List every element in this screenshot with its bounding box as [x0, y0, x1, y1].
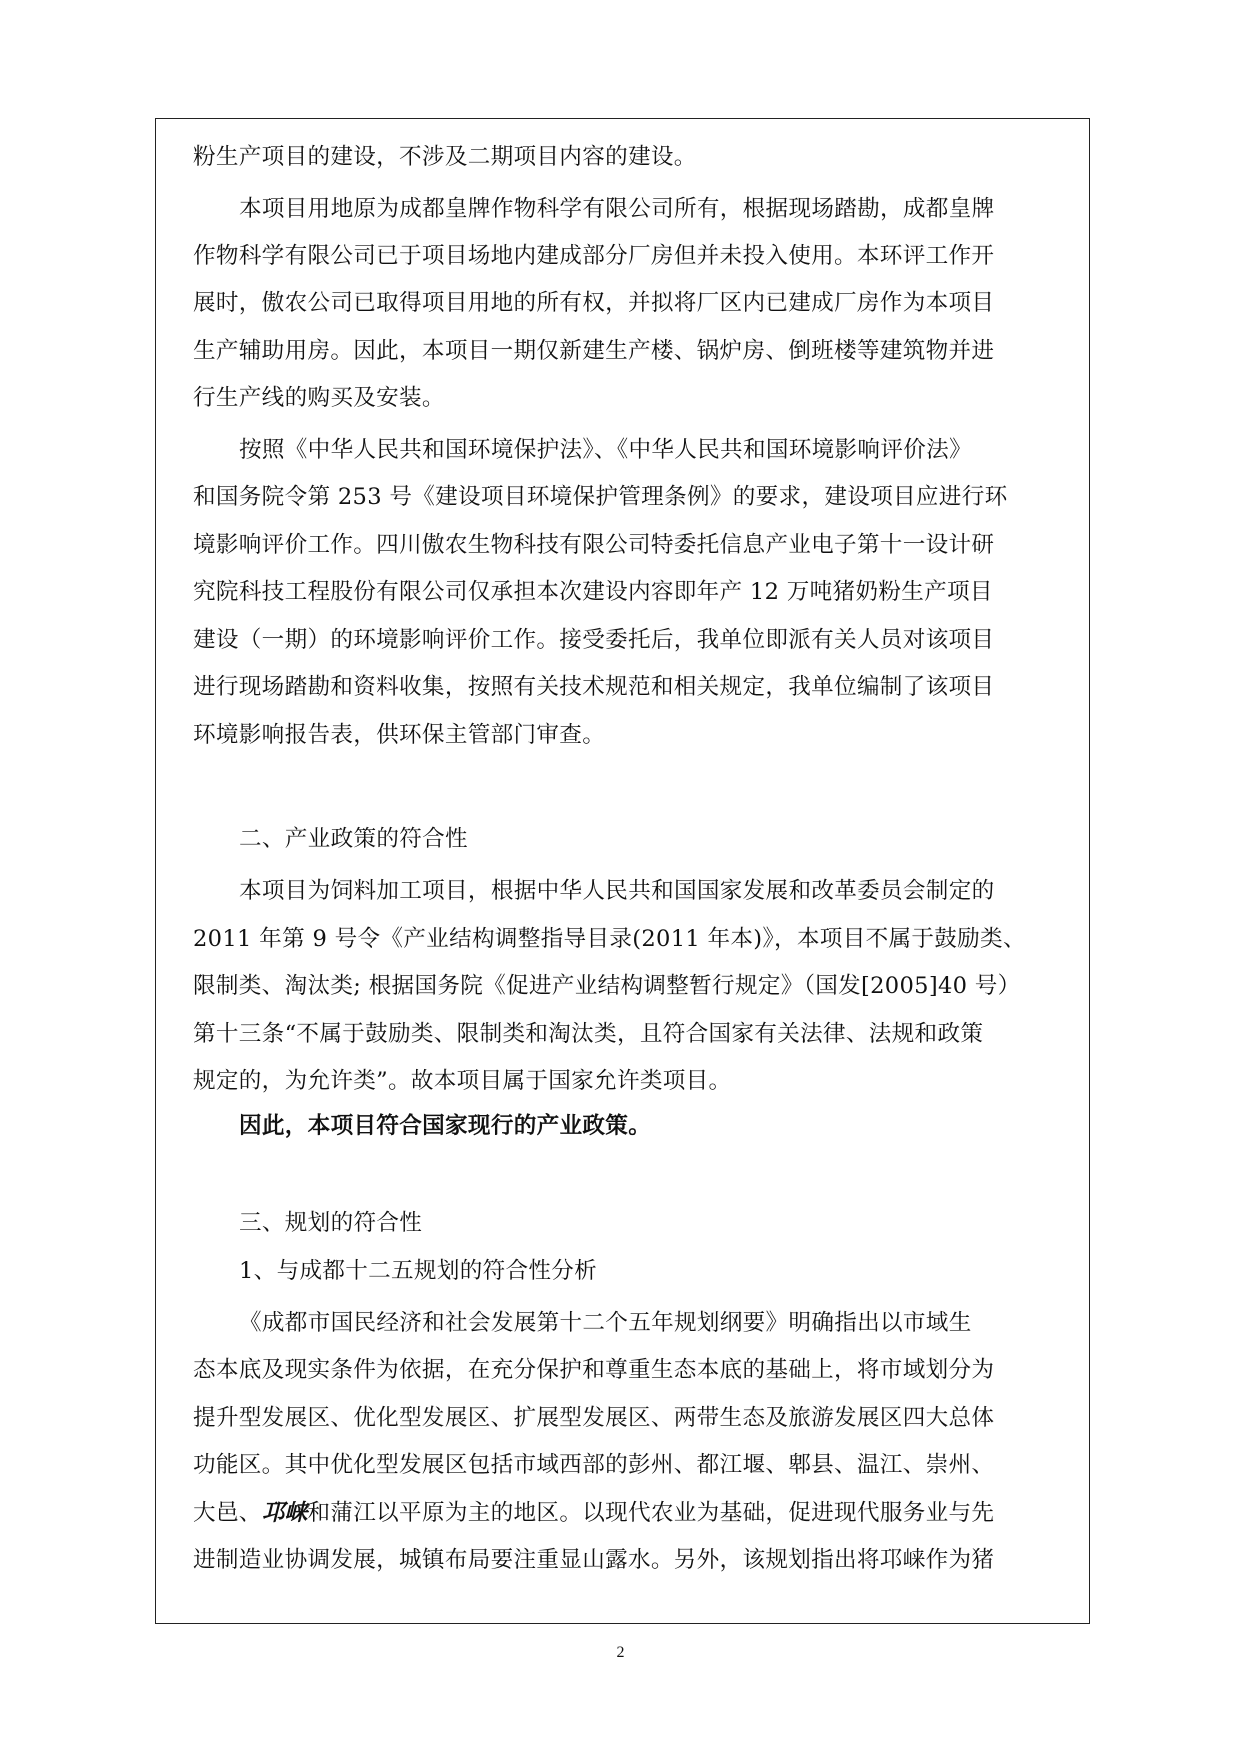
paragraph-line: 生产辅助用房。因此，本项目一期仅新建生产楼、锅炉房、倒班楼等建筑物并进 [193, 338, 995, 364]
paragraph-line: 展时，傲农公司已取得项目用地的所有权，并拟将厂区内已建成厂房作为本项目 [193, 290, 995, 316]
paragraph-line: 行生产线的购买及安装。 [193, 385, 445, 411]
paragraph-line: 境影响评价工作。四川傲农生物科技有限公司特委托信息产业电子第十一设计研 [193, 532, 995, 558]
paragraph-line: 态本底及现实条件为依据，在充分保护和尊重生态本底的基础上，将市域划分为 [193, 1357, 995, 1383]
paragraph-line: 限制类、淘汰类; 根据国务院《促进产业结构调整暂行规定》（国发[2005]40 号） [193, 973, 1021, 999]
text-run: 和蒲江以平原为主的地区。以现代农业为基础，促进现代服务业与先 [307, 1500, 995, 1526]
paragraph-line: 提升型发展区、优化型发展区、扩展型发展区、两带生态及旅游发展区四大总体 [193, 1405, 995, 1431]
paragraph-line: 进行现场踏勘和资料收集，按照有关技术规范和相关规定，我单位编制了该项目 [193, 674, 995, 700]
paragraph-line: 建设（一期）的环境影响评价工作。接受委托后，我单位即派有关人员对该项目 [193, 627, 995, 653]
paragraph-line: 第十三条“不属于鼓励类、限制类和淘汰类，且符合国家有关法律、法规和政策 [193, 1021, 984, 1047]
paragraph-line: 2011 年第 9 号令《产业结构调整指导目录(2011 年本)》，本项目不属于鼓励类、 [193, 926, 1026, 952]
paragraph-line: 《成都市国民经济和社会发展第十二个五年规划纲要》明确指出以市域生 [239, 1310, 972, 1336]
paragraph-line: 进制造业协调发展，城镇布局要注重显山露水。另外，该规划指出将邛崃作为猪 [193, 1547, 995, 1573]
page-number: 2 [616, 1644, 625, 1661]
paragraph-line: 功能区。其中优化型发展区包括市域西部的彭州、都江堰、郫县、温江、崇州、 [193, 1452, 995, 1478]
conclusion-line: 因此，本项目符合国家现行的产业政策。 [239, 1113, 652, 1139]
emphasis-text: 邛崃 [261, 1500, 308, 1526]
subsection-heading: 1、与成都十二五规划的符合性分析 [239, 1258, 598, 1284]
paragraph-line: 规定的，为允许类”。故本项目属于国家允许类项目。 [193, 1068, 732, 1094]
section-heading: 二、产业政策的符合性 [239, 826, 468, 852]
paragraph-line: 本项目用地原为成都皇牌作物科学有限公司所有，根据现场踏勘，成都皇牌 [239, 196, 995, 222]
paragraph-line: 作物科学有限公司已于项目场地内建成部分厂房但并未投入使用。本环评工作开 [193, 243, 995, 269]
paragraph-line: 究院科技工程股份有限公司仅承担本次建设内容即年产 12 万吨猪奶粉生产项目 [193, 579, 993, 605]
text-run: 大邑、 [193, 1500, 262, 1526]
paragraph-line [193, 1498, 994, 1528]
paragraph-line: 环境影响报告表，供环保主管部门审查。 [193, 722, 606, 748]
paragraph-line: 粉生产项目的建设，不涉及二期项目内容的建设。 [193, 144, 697, 170]
paragraph-line: 本项目为饲料加工项目，根据中华人民共和国国家发展和改革委员会制定的 [239, 878, 995, 904]
paragraph-line: 和国务院令第 253 号《建设项目环境保护管理条例》的要求，建设项目应进行环 [193, 484, 1008, 510]
section-heading: 三、规划的符合性 [239, 1210, 423, 1236]
paragraph-line: 按照《中华人民共和国环境保护法》、《中华人民共和国环境影响评价法》 [239, 437, 972, 463]
